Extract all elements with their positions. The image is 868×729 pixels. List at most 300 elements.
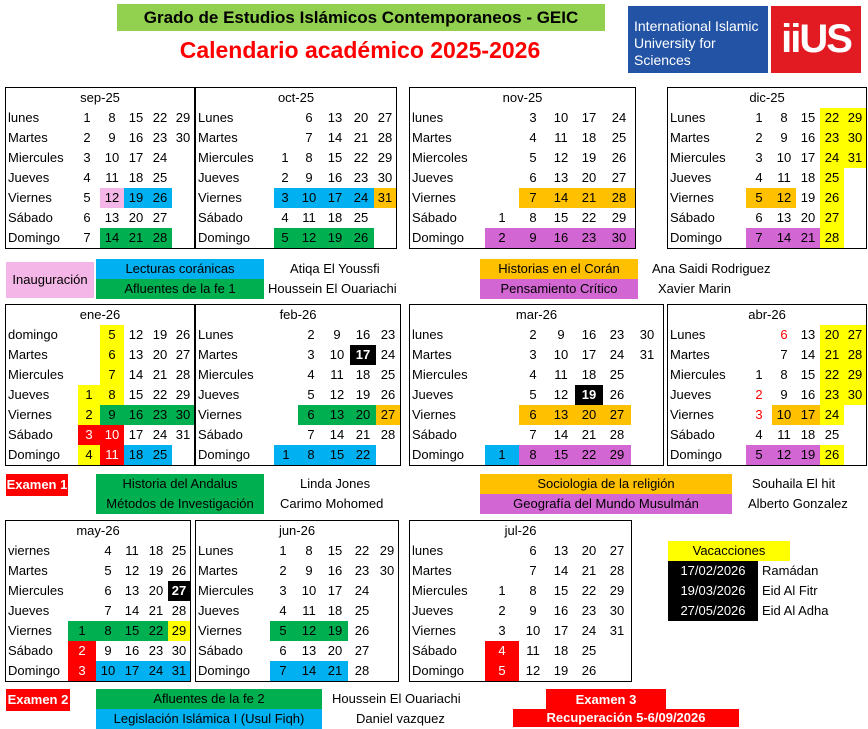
day-cell: 9 <box>780 130 788 145</box>
day-cell <box>485 541 519 561</box>
week-row <box>410 425 663 445</box>
day-cell: 24 <box>152 150 168 165</box>
day-cell: 16 <box>547 228 575 248</box>
day-cell: 13 <box>324 405 350 425</box>
day-cell: 12 <box>124 563 140 578</box>
day-cell: 17 <box>581 110 597 125</box>
day-cell <box>172 148 194 168</box>
weekday-label: Domingo <box>198 663 251 678</box>
week-row <box>196 385 400 405</box>
month-name: oct-25 <box>277 90 315 105</box>
day-cell: 6 <box>780 327 788 342</box>
week-row <box>196 445 400 465</box>
day-cell: 29 <box>844 108 866 128</box>
day-cell: 2 <box>281 170 289 185</box>
day-cell: 15 <box>547 445 575 465</box>
weekday-label: Martes <box>412 347 452 362</box>
day-cell: 20 <box>581 170 597 185</box>
day-cell: 8 <box>780 110 788 125</box>
week-row <box>410 228 635 248</box>
day-cell <box>746 325 772 345</box>
week-row <box>6 228 194 248</box>
vacaciones-name-3: Eid Al Adha <box>762 603 829 618</box>
day-cell: 20 <box>327 643 343 658</box>
recuperacion-badge: Recuperación 5-6/09/2026 <box>513 709 739 727</box>
day-cell <box>68 581 96 601</box>
month-name: feb-26 <box>279 307 317 322</box>
weekday-label: Sábado <box>8 427 53 442</box>
day-cell: 25 <box>354 603 370 618</box>
day-cell: 22 <box>144 621 168 641</box>
weekday-label: Viernes <box>198 623 242 638</box>
day-cell: 9 <box>108 130 116 145</box>
day-cell: 17 <box>322 188 348 208</box>
day-cell: 11 <box>125 543 139 558</box>
week-row <box>410 128 635 148</box>
day-cell: 8 <box>529 210 537 225</box>
month-name: sep-25 <box>80 90 120 105</box>
day-cell: 3 <box>529 110 537 125</box>
week-row <box>196 405 400 425</box>
weekday-label: Viernes <box>198 190 242 205</box>
weekday-label: Sábado <box>198 427 243 442</box>
day-cell: 6 <box>529 543 537 558</box>
day-cell: 19 <box>796 445 820 465</box>
week-row <box>196 581 398 601</box>
university-logo-mark: iiUS <box>771 6 861 73</box>
day-cell <box>485 128 519 148</box>
geografia-legend: Geografía del Mundo Musulmán <box>480 494 732 514</box>
weekday-label: Domingo <box>8 447 61 462</box>
day-cell: 15 <box>128 387 144 402</box>
day-cell: 10 <box>96 661 120 681</box>
day-cell: 1 <box>83 110 91 125</box>
day-cell: 13 <box>776 210 792 225</box>
day-cell <box>485 325 519 345</box>
day-cell: 4 <box>279 603 287 618</box>
day-cell: 31 <box>844 148 866 168</box>
day-cell: 1 <box>78 385 100 405</box>
day-cell: 16 <box>327 170 343 185</box>
weekday-label: Viernes <box>412 407 456 422</box>
day-cell: 11 <box>105 170 119 185</box>
day-cell: 30 <box>609 603 625 618</box>
day-cell <box>274 405 298 425</box>
weekday-label: Martes <box>670 347 710 362</box>
day-cell: 16 <box>124 643 140 658</box>
day-cell <box>376 661 398 681</box>
day-cell: 24 <box>609 347 625 362</box>
weekday-label: Domingo <box>412 447 465 462</box>
weekday-label: domingo <box>8 327 58 342</box>
day-cell: 4 <box>307 367 315 382</box>
week-row <box>6 425 194 445</box>
day-cell: 4 <box>485 641 519 661</box>
day-cell: 15 <box>128 110 144 125</box>
day-cell: 19 <box>322 228 348 248</box>
day-cell: 21 <box>575 188 603 208</box>
day-cell: 7 <box>780 347 788 362</box>
month-name: nov-25 <box>502 90 543 105</box>
day-cell: 23 <box>148 405 172 425</box>
week-row <box>6 385 194 405</box>
day-cell: 17 <box>581 347 597 362</box>
day-cell <box>485 168 519 188</box>
weekday-label: Viernes <box>8 407 52 422</box>
month-table-feb <box>196 305 400 465</box>
week-row <box>410 345 663 365</box>
weekday-label: Martes <box>198 563 238 578</box>
month-name: jun-26 <box>278 523 316 538</box>
week-row <box>196 641 398 661</box>
day-cell: 14 <box>296 661 322 681</box>
day-cell: 17 <box>800 150 816 165</box>
day-cell: 4 <box>104 543 112 558</box>
day-cell: 4 <box>755 170 763 185</box>
day-cell <box>274 425 298 445</box>
day-cell <box>485 188 519 208</box>
sociologia-professor: Souhaila El hit <box>752 476 836 491</box>
sociologia-legend: Sociologia de la religión <box>480 474 732 494</box>
day-cell: 13 <box>553 543 569 558</box>
day-cell: 11 <box>302 210 316 225</box>
afluentes-legend: Afluentes de la fe 1 <box>96 279 264 299</box>
day-cell: 1 <box>68 621 96 641</box>
day-cell: 2 <box>78 405 100 425</box>
day-cell: 20 <box>350 405 376 425</box>
day-cell: 31 <box>639 347 655 362</box>
day-cell: 4 <box>529 367 537 382</box>
day-cell: 8 <box>519 445 547 465</box>
week-row <box>410 385 663 405</box>
weekday-label: Sábado <box>8 643 53 658</box>
day-cell: 19 <box>575 385 603 405</box>
day-cell: 27 <box>844 325 866 345</box>
month-name: jul-26 <box>504 523 537 538</box>
weekday-label: lunes <box>412 543 444 558</box>
week-row <box>196 345 400 365</box>
day-cell: 14 <box>329 427 345 442</box>
day-cell: 20 <box>128 210 144 225</box>
day-cell: 20 <box>800 210 816 225</box>
day-cell: 29 <box>377 150 393 165</box>
weekday-label: Viernes <box>198 407 242 422</box>
day-cell: 12 <box>525 663 541 678</box>
day-cell: 18 <box>800 427 816 442</box>
week-row <box>410 188 635 208</box>
day-cell: 27 <box>603 405 631 425</box>
day-cell: 18 <box>327 603 343 618</box>
weekday-label: Jueves <box>198 603 240 618</box>
day-cell: 9 <box>529 603 537 618</box>
day-cell: 25 <box>611 130 627 145</box>
day-cell: 29 <box>168 621 190 641</box>
day-cell: 3 <box>755 407 763 422</box>
day-cell: 19 <box>553 663 569 678</box>
day-cell: 23 <box>820 385 844 405</box>
day-cell: 18 <box>355 367 371 382</box>
week-row <box>6 168 194 188</box>
day-cell: 25 <box>152 170 168 185</box>
day-cell: 7 <box>519 188 547 208</box>
historias-legend: Historias en el Corán <box>480 259 638 279</box>
day-cell: 14 <box>553 563 569 578</box>
day-cell: 27 <box>354 643 370 658</box>
day-cell: 13 <box>327 110 343 125</box>
day-cell: 8 <box>305 543 313 558</box>
day-cell: 2 <box>485 228 519 248</box>
day-cell: 31 <box>374 188 396 208</box>
weekday-label: Miercules <box>670 150 726 165</box>
weekday-label: Domingo <box>670 447 723 462</box>
weekday-label: Jueves <box>8 603 50 618</box>
day-cell: 5 <box>270 621 296 641</box>
vacaciones-date-1: 17/02/2026 <box>668 561 758 581</box>
day-cell: 22 <box>152 387 168 402</box>
weekday-label: Miercoles <box>412 150 468 165</box>
examen-1-badge: Examen 1 <box>6 474 68 496</box>
weekday-label: lunes <box>8 110 40 125</box>
week-row <box>6 208 194 228</box>
day-cell: 29 <box>603 445 631 465</box>
day-cell <box>485 148 519 168</box>
day-cell: 19 <box>800 190 816 205</box>
weekday-label: Lunes <box>198 327 234 342</box>
day-cell: 1 <box>485 445 519 465</box>
day-cell: 30 <box>603 228 635 248</box>
vacaciones-title: Vacacciones <box>668 541 790 561</box>
weekday-label: Lunes <box>198 110 234 125</box>
day-cell: 7 <box>746 228 772 248</box>
weekday-label: Miercules <box>198 367 254 382</box>
weekday-label: Jueves <box>8 387 50 402</box>
day-cell: 11 <box>554 367 568 382</box>
day-cell: 10 <box>100 425 124 445</box>
week-row <box>6 641 190 661</box>
day-cell <box>376 621 398 641</box>
day-cell: 16 <box>355 327 371 342</box>
day-cell: 3 <box>78 425 100 445</box>
day-cell <box>631 425 663 445</box>
day-cell: 18 <box>128 170 144 185</box>
day-cell: 18 <box>581 130 597 145</box>
day-cell: 24 <box>611 110 627 125</box>
week-row <box>668 188 866 208</box>
day-cell: 29 <box>175 110 191 125</box>
day-cell: 16 <box>581 327 597 342</box>
day-cell: 2 <box>529 327 537 342</box>
day-cell: 28 <box>844 345 866 365</box>
day-cell: 29 <box>379 543 395 558</box>
day-cell: 5 <box>274 228 296 248</box>
day-cell: 21 <box>124 228 148 248</box>
weekday-label: Domingo <box>198 230 251 245</box>
day-cell: 30 <box>377 170 393 185</box>
week-row <box>6 345 194 365</box>
weekday-label: Viernes <box>670 407 714 422</box>
day-cell <box>274 108 296 128</box>
day-cell: 3 <box>529 347 537 362</box>
day-cell: 20 <box>820 325 844 345</box>
day-cell: 19 <box>322 621 348 641</box>
day-cell: 27 <box>377 110 393 125</box>
day-cell: 8 <box>305 150 313 165</box>
day-cell <box>68 561 96 581</box>
day-cell: 13 <box>800 327 816 342</box>
historia-andalus-legend: Historia del Andalus <box>96 474 264 494</box>
day-cell: 18 <box>148 543 164 558</box>
day-cell: 29 <box>175 387 191 402</box>
day-cell: 9 <box>780 387 788 402</box>
week-row <box>410 561 631 581</box>
month-table-jul <box>410 521 631 681</box>
week-row <box>6 188 194 208</box>
day-cell: 6 <box>279 643 287 658</box>
day-cell: 17 <box>327 583 343 598</box>
weekday-label: viernes <box>8 543 50 558</box>
inauguracion-legend: Inauguración <box>6 262 94 298</box>
day-cell: 16 <box>327 563 343 578</box>
day-cell: 27 <box>820 208 844 228</box>
day-cell: 13 <box>301 643 317 658</box>
day-cell: 9 <box>100 405 124 425</box>
vacaciones-date-3: 27/05/2026 <box>668 601 758 621</box>
day-cell: 16 <box>553 603 569 618</box>
day-cell: 28 <box>609 563 625 578</box>
day-cell: 8 <box>96 621 120 641</box>
day-cell: 21 <box>581 563 597 578</box>
day-cell: 7 <box>100 365 124 385</box>
day-cell: 2 <box>68 641 96 661</box>
day-cell <box>376 581 398 601</box>
day-cell: 12 <box>296 621 322 641</box>
day-cell <box>376 641 398 661</box>
day-cell: 26 <box>175 327 191 342</box>
weekday-label: Jueves <box>670 170 712 185</box>
day-cell: 12 <box>772 188 796 208</box>
day-cell: 17 <box>120 661 144 681</box>
weekday-label: Miercules <box>412 583 468 598</box>
day-cell: 30 <box>844 385 866 405</box>
week-row <box>196 601 398 621</box>
day-cell: 10 <box>296 188 322 208</box>
day-cell: 8 <box>100 385 124 405</box>
weekday-label: Martes <box>8 347 48 362</box>
week-row <box>668 425 866 445</box>
day-cell: 6 <box>83 210 91 225</box>
day-cell <box>78 325 100 345</box>
day-cell <box>485 365 519 385</box>
day-cell: 22 <box>575 445 603 465</box>
day-cell: 7 <box>83 230 91 245</box>
day-cell: 27 <box>611 170 627 185</box>
day-cell: 1 <box>279 543 287 558</box>
day-cell: 25 <box>820 168 844 188</box>
day-cell: 2 <box>755 130 763 145</box>
weekday-label: Jueves <box>198 170 240 185</box>
day-cell: 3 <box>279 583 287 598</box>
day-cell: 27 <box>376 405 400 425</box>
day-cell: 12 <box>553 387 569 402</box>
weekday-label: Sábado <box>198 643 243 658</box>
vacaciones-date-2: 19/03/2026 <box>668 581 758 601</box>
week-row <box>410 405 663 425</box>
day-cell <box>631 445 663 465</box>
day-cell: 15 <box>327 150 343 165</box>
day-cell: 11 <box>330 367 344 382</box>
month-table-sep <box>6 88 194 248</box>
week-row <box>6 541 190 561</box>
day-cell: 22 <box>353 150 369 165</box>
day-cell: 18 <box>553 643 569 658</box>
day-cell: 14 <box>327 130 343 145</box>
day-cell: 12 <box>296 228 322 248</box>
week-row <box>668 445 866 465</box>
geografia-professor: Alberto Gonzalez <box>748 496 848 511</box>
day-cell <box>485 345 519 365</box>
day-cell: 10 <box>553 347 569 362</box>
week-row <box>6 108 194 128</box>
degree-title: Grado de Estudios Islámicos Contemporaneos - GEIC <box>117 4 605 31</box>
day-cell: 22 <box>581 583 597 598</box>
day-cell: 19 <box>148 563 164 578</box>
afluentes-2-professor: Houssein El Ouariachi <box>332 691 461 706</box>
day-cell: 8 <box>298 445 324 465</box>
day-cell: 17 <box>350 345 376 365</box>
week-row <box>6 661 190 681</box>
day-cell <box>172 208 194 228</box>
day-cell: 17 <box>796 405 820 425</box>
day-cell: 30 <box>639 327 655 342</box>
day-cell <box>844 405 866 425</box>
day-cell: 30 <box>172 405 194 425</box>
month-name: ene-26 <box>79 307 121 322</box>
metodos-legend: Métodos de Investigación <box>96 494 264 514</box>
day-cell <box>172 168 194 188</box>
day-cell: 5 <box>746 188 772 208</box>
weekday-label: Viernes <box>412 623 456 638</box>
week-row <box>6 561 190 581</box>
day-cell: 20 <box>581 543 597 558</box>
day-cell: 25 <box>380 367 396 382</box>
day-cell: 19 <box>581 150 597 165</box>
weekday-label: Lunes <box>198 543 234 558</box>
day-cell: 5 <box>104 563 112 578</box>
day-cell: 9 <box>557 327 565 342</box>
day-cell: 18 <box>800 170 816 185</box>
week-row <box>410 148 635 168</box>
weekday-label: Miercules <box>412 367 468 382</box>
day-cell: 22 <box>581 210 597 225</box>
day-cell: 6 <box>104 583 112 598</box>
weekday-label: Miercules <box>670 367 726 382</box>
day-cell: 13 <box>104 210 120 225</box>
month-table-ene <box>6 305 194 465</box>
day-cell: 15 <box>800 110 816 125</box>
day-cell: 5 <box>307 387 315 402</box>
day-cell: 28 <box>175 367 191 382</box>
day-cell: 29 <box>609 583 625 598</box>
day-cell: 6 <box>298 405 324 425</box>
day-cell: 21 <box>355 427 371 442</box>
day-cell: 7 <box>307 427 315 442</box>
week-row <box>668 208 866 228</box>
day-cell: 15 <box>324 445 350 465</box>
day-cell: 9 <box>333 327 341 342</box>
day-cell: 2 <box>307 327 315 342</box>
day-cell: 26 <box>820 188 844 208</box>
weekday-label: Miercules <box>8 367 64 382</box>
